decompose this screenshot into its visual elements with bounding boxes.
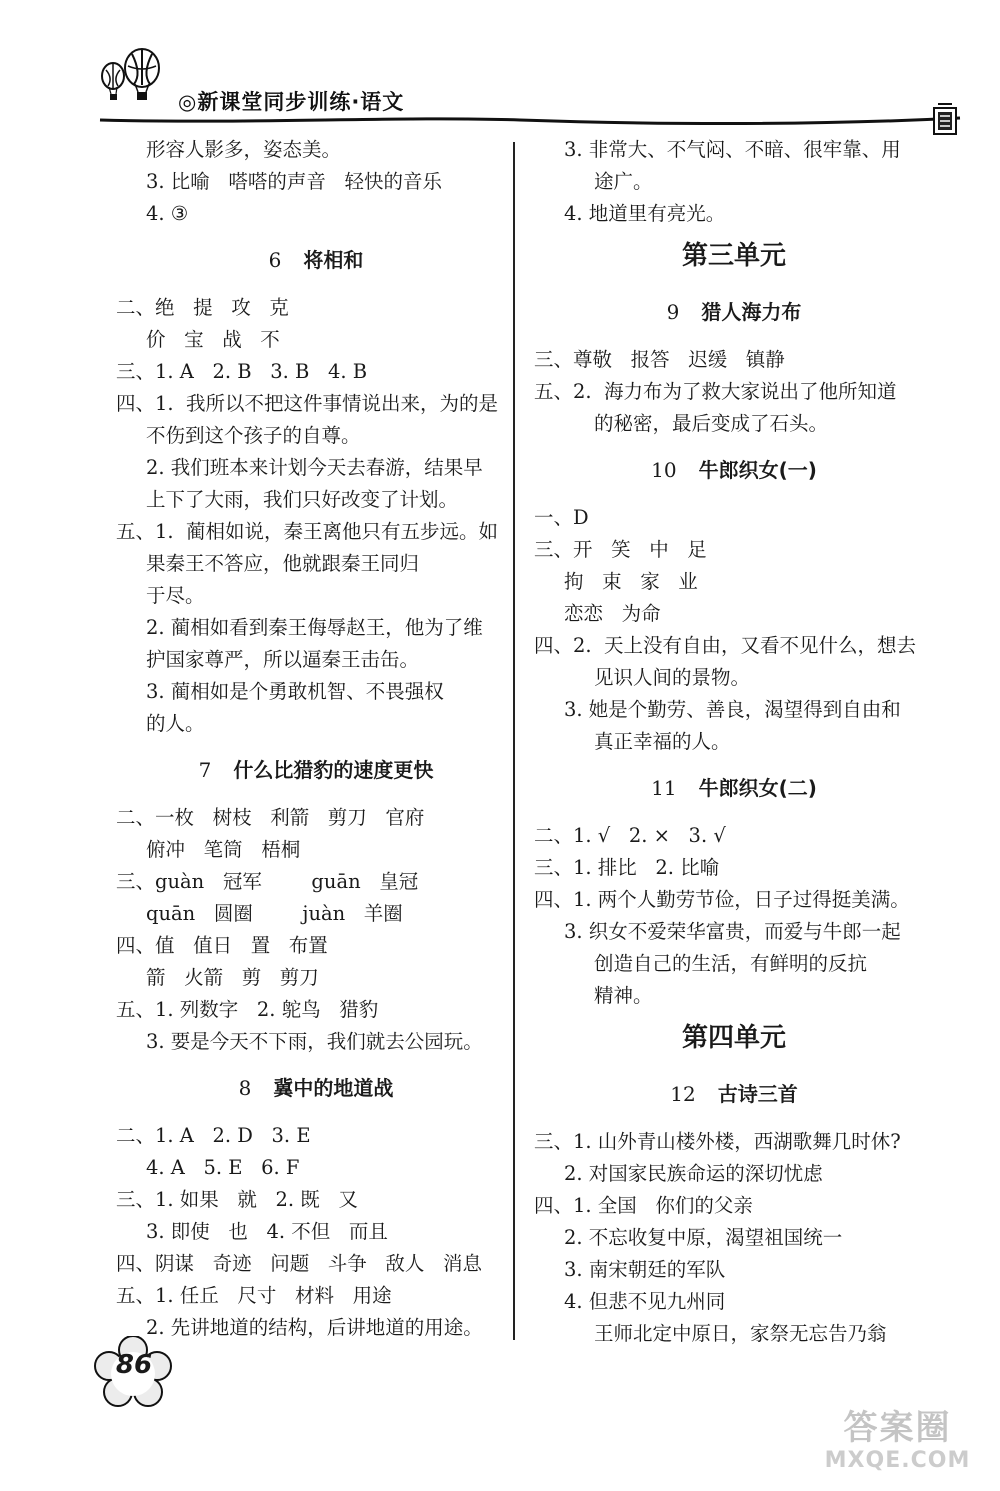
answer-line: 3. 织女不爱荣华富贵，而爱与牛郎一起	[564, 920, 901, 943]
answer-line: 3. 比喻 嗒嗒的声音 轻快的音乐	[146, 170, 442, 193]
lesson-heading	[534, 762, 934, 814]
answer-line: 3. 即使 也 4. 不但 而且	[146, 1220, 388, 1243]
answer-line: 三、1. A 2. B 3. B 4. B	[116, 360, 368, 383]
lesson-title: 猎人海力布	[701, 300, 802, 324]
lesson-number: 6	[268, 248, 282, 272]
lesson-heading	[534, 444, 934, 496]
lesson-title: 冀中的地道战	[273, 1076, 394, 1100]
answer-line: 拘 束 家 业	[564, 570, 698, 593]
answer-line: 的人。	[146, 712, 205, 735]
answer-line: 3. 南宋朝廷的军队	[564, 1258, 726, 1281]
answer-line: 途广。	[594, 170, 653, 193]
answer-line: 果秦王不答应，他就跟秦王同归	[146, 552, 420, 575]
lesson-heading	[116, 744, 516, 796]
answer-line: 2. 先讲地道的结构，后讲地道的用途。	[146, 1316, 483, 1339]
answer-line: 四、阴谋 奇迹 问题 斗争 敌人 消息	[116, 1252, 482, 1275]
answer-line: 于尽。	[146, 584, 205, 607]
watermark	[810, 1400, 985, 1485]
lesson-number: 7	[198, 758, 212, 782]
answer-line: 五、2. 海力布为了救大家说出了他所知道	[534, 380, 897, 403]
answer-line: 形容人影多，姿态美。	[146, 138, 342, 161]
answer-line: 创造自己的生活，有鲜明的反抗	[594, 952, 868, 975]
lesson-title: 牛郎织女(二)	[698, 776, 817, 800]
lesson-number: 10	[651, 458, 677, 482]
answer-line: 4. A 5. E 6. F	[146, 1156, 300, 1179]
lesson-number: 11	[651, 776, 677, 800]
answer-line: 三、1. 排比 2. 比喻	[534, 856, 720, 879]
answer-line: 五、1. 任丘 尺寸 材料 用途	[116, 1284, 392, 1307]
header-rule	[0, 102, 1000, 132]
lesson-number: 8	[238, 1076, 252, 1100]
answer-line: 三、1. 山外青山楼外楼，西湖歌舞几时休?	[534, 1130, 901, 1153]
unit-heading: 第四单元	[681, 1023, 786, 1053]
lesson-title: 古诗三首	[717, 1082, 798, 1106]
answer-line: 俯冲 笔筒 梧桐	[146, 838, 301, 861]
answer-line: 二、1. √ 2. × 3. √	[534, 824, 726, 847]
answer-line: 见识人间的景物。	[594, 666, 751, 689]
answer-line: 2. 蔺相如看到秦王侮辱赵王，他为了维	[146, 616, 483, 639]
answer-line: 4. ③	[146, 202, 189, 225]
watermark-url: MXQE.COM	[824, 1448, 971, 1473]
hot-air-balloons-icon	[98, 48, 168, 108]
page-header	[0, 0, 1000, 140]
answer-line: 三、guàn 冠军 guān 皇冠	[116, 870, 419, 893]
page-number: 86	[115, 1350, 153, 1380]
answer-line: 三、1. 如果 就 2. 既 又	[116, 1188, 358, 1211]
answer-line: 四、1. 我所以不把这件事情说出来，为的是	[116, 392, 499, 415]
answer-line: 3. 要是今天不下雨，我们就去公园玩。	[146, 1030, 483, 1053]
answer-line: 真正幸福的人。	[594, 730, 731, 753]
answer-line: 四、1. 全国 你们的父亲	[534, 1194, 753, 1217]
answer-line: 四、值 值日 置 布置	[116, 934, 328, 957]
answer-line: 二、绝 提 攻 克	[116, 296, 289, 319]
answer-line: 上下了大雨，我们只好改变了计划。	[146, 488, 459, 511]
answer-line: 不伤到这个孩子的自尊。	[146, 424, 361, 447]
answer-line: 2. 我们班本来计划今天去春游，结果早	[146, 456, 483, 479]
answer-line: 3. 她是个勤劳、善良，渴望得到自由和	[564, 698, 901, 721]
book-tab-icon	[930, 100, 960, 136]
lesson-heading	[534, 286, 934, 338]
answer-line: 4. 地道里有亮光。	[564, 202, 726, 225]
watermark-logo-text: 答案圈	[843, 1408, 952, 1448]
answer-line: 二、1. A 2. D 3. E	[116, 1124, 311, 1147]
answer-line: 一、D	[534, 506, 589, 529]
series-title: ◎新课堂同步训练·语文	[178, 90, 405, 114]
answer-line: 价 宝 战 不	[146, 328, 280, 351]
answer-line: 精神。	[594, 984, 653, 1007]
lesson-heading	[116, 234, 516, 286]
answer-line: quān 圆圈 juàn 羊圈	[146, 902, 403, 925]
left-column	[116, 134, 516, 1344]
lesson-heading	[534, 1068, 934, 1120]
lesson-heading	[116, 1062, 516, 1114]
answer-line: 箭 火箭 剪 剪刀	[146, 966, 319, 989]
answer-line: 4. 但悲不见九州同	[564, 1290, 726, 1313]
right-column	[534, 134, 934, 1350]
answer-line: 2. 不忘收复中原，渴望祖国统一	[564, 1226, 843, 1249]
answer-line: 五、1. 列数字 2. 鸵鸟 猎豹	[116, 998, 379, 1021]
lesson-number: 9	[666, 300, 680, 324]
lesson-number: 12	[670, 1082, 696, 1106]
lesson-title: 牛郎织女(一)	[698, 458, 817, 482]
answer-line: 王师北定中原日，家祭无忘告乃翁	[594, 1322, 887, 1345]
answer-line: 3. 蔺相如是个勇敢机智、不畏强权	[146, 680, 444, 703]
answer-line: 的秘密，最后变成了石头。	[594, 412, 829, 435]
lesson-title: 什么比猎豹的速度更快	[233, 758, 434, 782]
answer-line: 五、1. 蔺相如说，秦王离他只有五步远。如	[116, 520, 499, 543]
answer-line: 3. 非常大、不气闷、不暗、很牢靠、用	[564, 138, 901, 161]
answer-line: 二、一枚 树枝 利箭 剪刀 官府	[116, 806, 425, 829]
answer-line: 2. 对国家民族命运的深切忧虑	[564, 1162, 823, 1185]
lesson-title: 将相和	[303, 248, 364, 272]
answer-line: 三、尊敬 报答 迟缓 镇静	[534, 348, 785, 371]
answer-line: 恋恋 为命	[564, 602, 661, 625]
answer-line: 三、开 笑 中 足	[534, 538, 707, 561]
unit-heading: 第三单元	[681, 241, 786, 271]
answer-line: 护国家尊严，所以逼秦王击缶。	[146, 648, 420, 671]
answer-line: 四、1. 两个人勤劳节俭，日子过得挺美满。	[534, 888, 910, 911]
answer-line: 四、2. 天上没有自由，又看不见什么，想去	[534, 634, 917, 657]
